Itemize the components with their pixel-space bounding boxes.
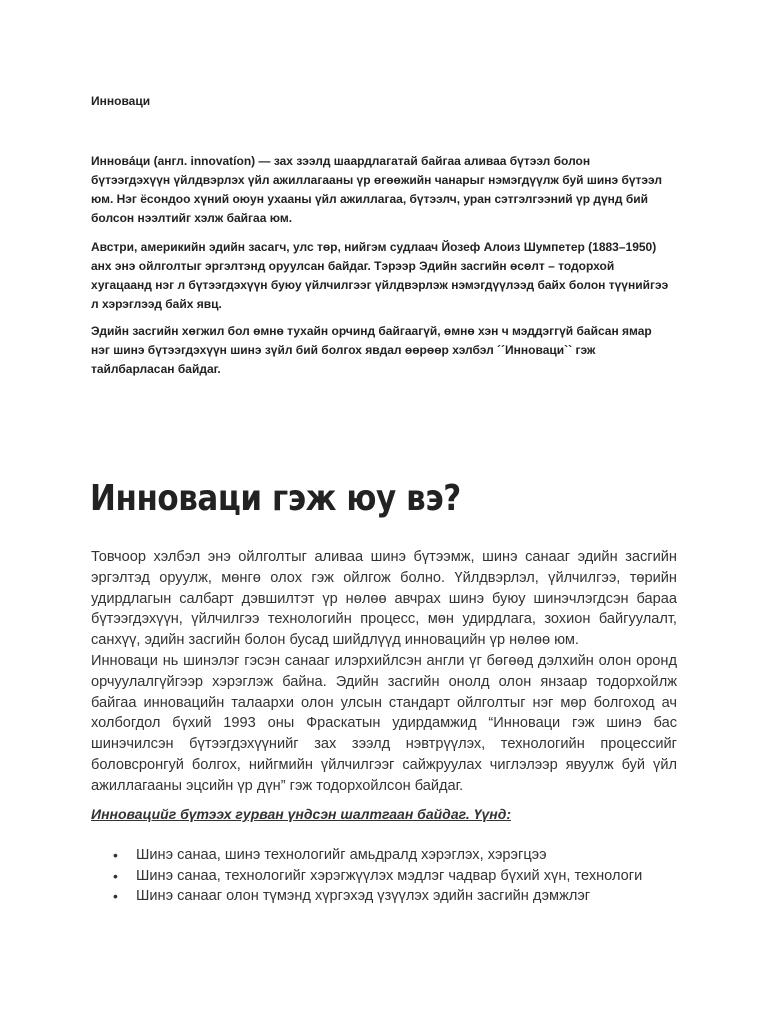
reasons-subheading: Инновацийг бүтээх гурван үндсэн шалтгаан байдаг. Үүнд: [91, 806, 512, 822]
bullet-icon: • [113, 867, 118, 884]
intro-paragraph-2: Австри, америкийн эдийн засагч, улс төр, нийгэм судлаач Йозеф Алоиз Шумпетер (1883–1950) анх энэ ойлголтыг эргэлтэнд оруулсан байдаг. Тэрээр Эдийн засгийн өсөлт – тодорхой хугацаанд нэг л бүтээгдэхүүн буюу үйлчилгээг үйлдвэрлэж нэмэгдүүлээд байх болон түүнийгээ л хэрэглээд байх явц. [91, 240, 669, 311]
list-item [91, 886, 691, 907]
list-item-text: Шинэ санаа, шинэ технологийг амьдралд хэрэглэх, хэрэгцээ [136, 847, 547, 863]
bullet-icon: • [113, 888, 118, 904]
intro-paragraph-3: Эдийн засгийн хөгжил бол өмнө тухайн орчинд байгаагүй, өмнө хэн ч мэддэггүй байсан ямар нэг шинэ бүтээгдэхүүн шинэ зүйл бий болгох явдал өөрөөр хэлбэл ´´Инноваци`` гэж тайлбарласан байдаг. [91, 324, 652, 376]
list-item [91, 866, 691, 887]
section-body [91, 547, 677, 797]
section-body-paragraph-2: Инноваци нь шинэлэг гэсэн санааг илэрхийлсэн англи үг бөгөөд дэлхийн олон оронд орчуулалгүйгээр хэрэглэж байна. Эдийн засгийн онолд олон янзаар тодорхойлж байгаа инновацийн талаархи олон улсын стандарт ойлголтыг нэг мөр болгоход ач холбогдол бүхий 1993 оны Фраскатын удирдамжид “Инноваци гэж шинэ бас шинэчилсэн бүтээгдэхүүнийг зах зээлд нэвтрүүлэх, технологийн процессийг боловсронгуй болгох, нийгмийн үйлчилгээг сайжруулах чиглэлээр явуулж буй үйл ажиллагааны эцсийн үр дүн” гэж тодорхойлсон байдаг. [91, 652, 677, 794]
list-item [91, 845, 691, 866]
section-body-paragraph-1: Товчоор хэлбэл энэ ойлголтыг аливаа шинэ бүтээмж, шинэ санааг эдийн засгийн эргэлтэд оруулж, мөнгө олох гэж ойлгож болно. Үйлдвэрлэл, үйлчилгээ, төрийн удирдлагын салбарт дэвшилтэт үр нөлөө авчрах шинэ буюу шинэчлэгдсэн бараа бүтээгдэхүүн, үйлчилгээ технологийн процесс, мөн удирдлага, зохион байгуулалт, санхүү, эдийн засгийн болон бусад шийдлүүд инновацийн үр нөлөө юм. [91, 549, 677, 649]
list-item-text: Шинэ санаа, технологийг хэрэгжүүлэх мэдлэг чадвар бүхий хүн, технологи [136, 867, 643, 884]
reasons-list [91, 845, 691, 907]
bullet-icon: • [113, 847, 118, 863]
intro-paragraph-1: Инновáци (англ. innovatíon) — зах зээлд шаардлагатай байгаа аливаа бүтээл болон бүтээгдэхүүн үйлдвэрлэх үйл ажиллагааны үр өгөөжийн чанарыг нэмэгдүүлж буй шинэ бүтээл юм. Нэг ёсондоо хүний оюун ухааны үйл ажиллагаа, бүтээлч, уран сэтгэлгээний үр дүнд бий болсон нээлтийг хэлж байгаа юм. [91, 154, 662, 225]
section-heading: Инноваци гэж юу вэ? [90, 478, 461, 519]
list-item-text: Шинэ санааг олон түмэнд хүргэхэд үзүүлэх эдийн засгийн дэмжлэг [136, 888, 591, 904]
document-small-title: Инноваци [91, 94, 151, 108]
